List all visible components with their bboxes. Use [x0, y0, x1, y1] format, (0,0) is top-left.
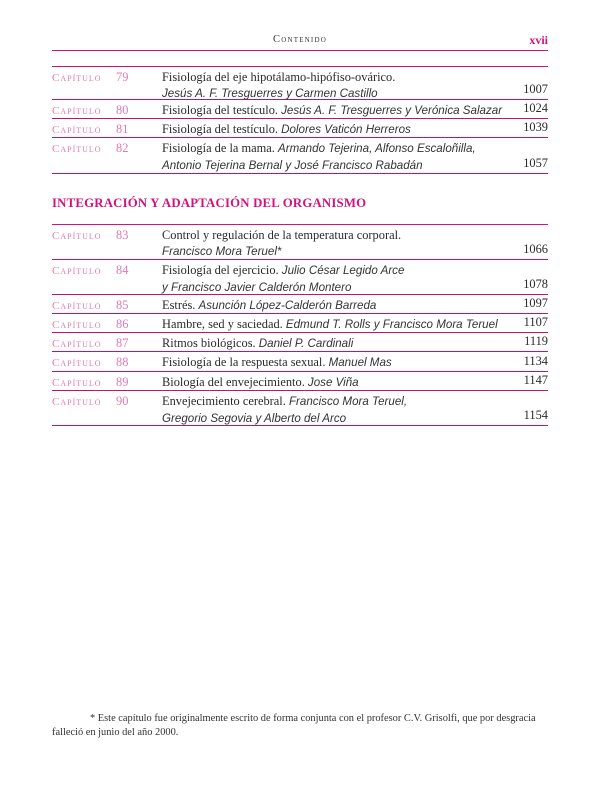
chapter-authors: Daniel P. Cardinali [258, 337, 354, 350]
page-number: 1007 [523, 82, 548, 96]
toc-section-1 [52, 67, 548, 174]
toc-entry[interactable] [52, 100, 548, 119]
entry-body [162, 67, 504, 103]
chapter-authors: Jesús A. F. Tresguerres y Carmen Castillo [162, 87, 378, 100]
chapter-label: Capítulo [52, 396, 102, 408]
chapter-authors: Asunción López-Calderón Barreda [198, 299, 377, 312]
chapter-authors: Francisco Mora Teruel, [288, 395, 408, 408]
chapter-title: Estrés. [162, 298, 196, 312]
page-number: 1097 [523, 296, 548, 310]
chapter-authors: Francisco Mora Teruel* [162, 245, 282, 258]
chapter-authors: Dolores Vaticón Herreros [281, 123, 411, 136]
entry-body [162, 138, 504, 175]
chapter-title: Fisiología del ejercicio. [162, 263, 279, 277]
toc-entry[interactable] [52, 225, 548, 260]
chapter-label: Capítulo [52, 105, 102, 117]
chapter-label: Capítulo [52, 319, 102, 331]
toc-entry[interactable] [52, 119, 548, 138]
page-number: 1066 [523, 242, 548, 256]
chapter-title: Hambre, sed y saciedad. [162, 317, 283, 331]
chapter-number: 82 [116, 141, 129, 155]
chapter-label: Capítulo [52, 265, 102, 277]
page-number: 1147 [523, 373, 548, 387]
toc-entry[interactable] [52, 67, 548, 100]
chapter-number: 88 [116, 355, 129, 369]
chapter-title: Fisiología de la respuesta sexual. [162, 355, 326, 369]
entry-body [162, 119, 504, 139]
header-title: Contenido [273, 34, 327, 45]
chapter-authors: Edmund T. Rolls y Francisco Mora Teruel [285, 318, 498, 331]
chapter-title: Fisiología del eje hipotálamo-hipófiso-ovárico. [162, 70, 396, 84]
chapter-number: 81 [116, 122, 129, 136]
chapter-label: Capítulo [52, 72, 102, 84]
chapter-number: 80 [116, 103, 129, 117]
footnote: * Este capítulo fue originalmente escrito de forma conjunta con el profesor C.V. Grisolfi, que por desgracia falleció en junio del año 2000. [52, 713, 536, 738]
chapter-authors-continued: Antonio Tejerina Bernal y José Francisco Rabadán [162, 159, 423, 172]
entry-body [162, 391, 504, 428]
chapter-number: 85 [116, 298, 129, 312]
chapter-number: 86 [116, 317, 129, 331]
section-heading: INTEGRACIÓN Y ADAPTACIÓN DEL ORGANISMO [52, 196, 367, 210]
chapter-authors: Jose Viña [307, 376, 359, 389]
chapter-number: 89 [116, 375, 129, 389]
chapter-title: Fisiología de la mama. [162, 141, 275, 155]
page-number: 1078 [523, 277, 548, 291]
chapter-number: 79 [116, 70, 129, 84]
chapter-label: Capítulo [52, 124, 102, 136]
toc-entry[interactable] [52, 314, 548, 333]
toc-entry[interactable] [52, 295, 548, 314]
page-number: 1024 [523, 101, 548, 115]
header-page-number: xvii [529, 33, 548, 47]
toc-section-2 [52, 225, 548, 426]
chapter-title: Fisiología del testículo. [162, 103, 278, 117]
entry-body [162, 372, 504, 392]
chapter-label: Capítulo [52, 357, 102, 369]
page-number: 1057 [523, 156, 548, 170]
chapter-title: Envejecimiento cerebral. [162, 394, 286, 408]
page-number: 1119 [524, 334, 548, 348]
running-header [52, 34, 548, 50]
entry-body [162, 352, 504, 372]
chapter-title: Control y regulación de la temperatura corporal. [162, 228, 402, 242]
toc-entry[interactable] [52, 352, 548, 372]
page-number: 1107 [523, 315, 548, 329]
entry-body [162, 333, 504, 353]
chapter-label: Capítulo [52, 300, 102, 312]
entry-body [162, 100, 504, 120]
chapter-number: 87 [116, 336, 129, 350]
entry-body [162, 260, 504, 297]
toc-entry[interactable] [52, 333, 548, 352]
chapter-authors: Julio César Legido Arce [281, 264, 405, 277]
chapter-number: 83 [116, 228, 129, 242]
chapter-label: Capítulo [52, 338, 102, 350]
entry-body [162, 295, 504, 315]
chapter-number: 84 [116, 263, 129, 277]
toc-entry[interactable] [52, 260, 548, 295]
chapter-label: Capítulo [52, 143, 102, 155]
chapter-title: Fisiología del testículo. [162, 122, 278, 136]
header-rule [52, 50, 548, 51]
page-number: 1154 [523, 408, 548, 422]
chapter-authors: Manuel Mas [328, 356, 392, 369]
entry-body [162, 225, 504, 261]
entry-body [162, 314, 504, 334]
chapter-authors: Jesús A. F. Tresguerres y Verónica Salazar [281, 104, 503, 117]
chapter-number: 90 [116, 394, 129, 408]
page-number: 1039 [523, 120, 548, 134]
page-number: 1134 [523, 354, 548, 368]
toc-entry[interactable] [52, 138, 548, 174]
chapter-label: Capítulo [52, 377, 102, 389]
chapter-title: Biología del envejecimiento. [162, 375, 305, 389]
toc-entry[interactable] [52, 372, 548, 391]
chapter-label: Capítulo [52, 230, 102, 242]
toc-entry[interactable] [52, 391, 548, 426]
chapter-authors-continued: Gregorio Segovia y Alberto del Arco [162, 412, 347, 425]
chapter-title: Ritmos biológicos. [162, 336, 256, 350]
chapter-authors-continued: y Francisco Javier Calderón Montero [162, 281, 352, 294]
chapter-authors: Armando Tejerina, Alfonso Escaloñilla, [277, 142, 476, 155]
